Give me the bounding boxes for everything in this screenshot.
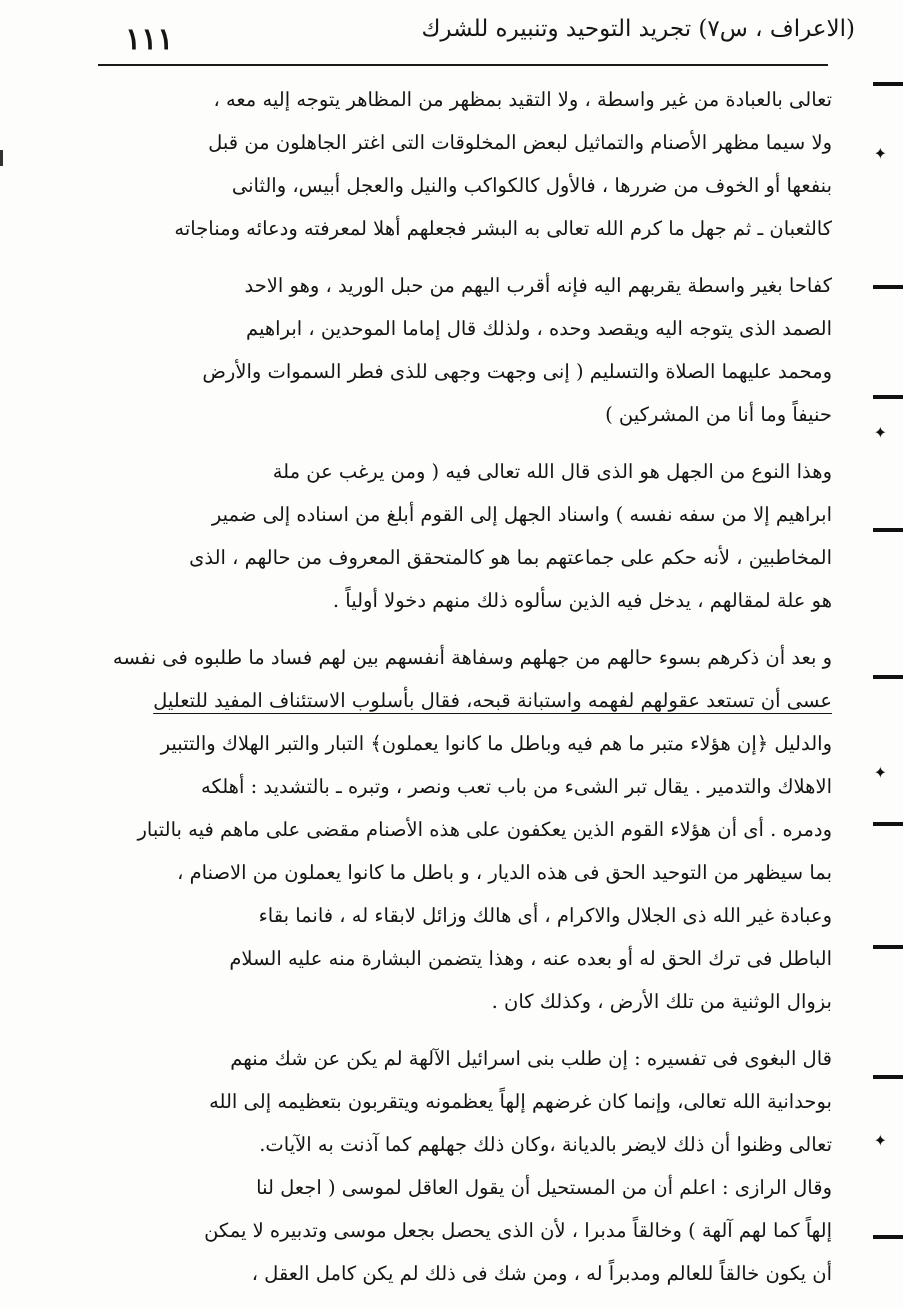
- scan-edge-mark: [873, 822, 903, 826]
- scan-edge-mark: [873, 285, 903, 289]
- scan-speck: ✦: [873, 423, 887, 442]
- text-line: الصمد الذى يتوجه اليه ويقصد وحده ، ولذلك قال إماما الموحدين ، ابراهيم: [246, 317, 832, 340]
- text-line: الاهلاك والتدمير . يقال تبر الشىء من باب تعب ونصر ، وتبره ـ بالتشديد : أهلكه: [201, 775, 832, 798]
- text-line: عسى أن تستعد عقولهم لفهمه واستبانة قبحه، فقال بأسلوب الاستئناف المفيد للتعليل: [153, 689, 832, 712]
- text-line: المخاطبين ، لأنه حكم على جماعتهم بما هو كالمتحقق المعروف من حالهم ، الذى: [189, 546, 832, 569]
- scan-edge-mark: [873, 675, 903, 679]
- scan-edge-mark: [873, 395, 903, 399]
- text-line: هو علة لمقالهم ، يدخل فيه الذين سألوه ذلك منهم دخولا أولياً .: [332, 589, 832, 612]
- text-line: الباطل فى ترك الحق له أو بعده عنه ، وهذا يتضمن البشارة منه عليه السلام: [229, 947, 832, 970]
- scan-edge-mark: [873, 528, 903, 532]
- text-line: أن يكون خالقاً للعالم ومدبراً له ، ومن شك فى ذلك لم يكن كامل العقل ،: [251, 1262, 832, 1285]
- scan-speck: ✦: [873, 763, 887, 782]
- scan-speck: ✦: [873, 1131, 887, 1150]
- text-line: تعالى وظنوا أن ذلك لايضر بالديانة ،وكان ذلك جهلهم كما آذنت به الآيات.: [259, 1133, 832, 1156]
- text-line: ولا سيما مظهر الأصنام والتماثيل لبعض المخلوقات التى اغتر الجاهلون من قبل: [208, 131, 832, 154]
- text-line: بزوال الوثنية من تلك الأرض ، وكذلك كان .: [491, 990, 832, 1013]
- page-number: ١١١: [125, 22, 174, 57]
- text-line: وهذا النوع من الجهل هو الذى قال الله تعالى فيه ( ومن يرغب عن ملة: [272, 460, 832, 483]
- text-line: ومحمد عليهما الصلاة والتسليم ( إنى وجهت وجهى للذى فطر السموات والأرض: [202, 360, 832, 383]
- text-line: ابراهيم إلا من سفه نفسه ) واسناد الجهل إلى القوم أبلغ من اسناده إلى ضمير: [211, 503, 832, 526]
- scan-edge-mark: [873, 945, 903, 949]
- text-line: والدليل ﴿إن هؤلاء متبر ما هم فيه وباطل ما كانوا يعملون﴾ التبار والتبر الهلاك والتتبير: [160, 732, 832, 755]
- page-header: [105, 12, 855, 57]
- running-title: (الاعراف ، س٧) تجريد التوحيد وتنبيره للشرك: [421, 16, 855, 42]
- header-rule: [98, 64, 828, 66]
- scan-edge-mark: [873, 82, 903, 86]
- text-line: كالثعبان ـ ثم جهل ما كرم الله تعالى به البشر فجعلهم أهلا لمعرفته ودعائه ومناجاته: [174, 217, 832, 240]
- text-line: وقال الرازى : اعلم أن من المستحيل أن يقول العاقل لموسى ( اجعل لنا: [256, 1176, 832, 1199]
- text-line: إلهاً كما لهم آلهة ) وخالقاً مدبرا ، لأن الذى يحصل بجعل موسى وتدبيره لا يمكن: [204, 1219, 832, 1242]
- text-line: قال البغوى فى تفسيره : إن طلب بنى اسرائيل الآلهة لم يكن عن شك منهم: [230, 1047, 832, 1070]
- text-line: و بعد أن ذكرهم بسوء حالهم من جهلهم وسفاهة أنفسهم بين لهم فساد ما طلبوه فى نفسه: [112, 646, 832, 669]
- scan-edge-mark: [873, 1075, 903, 1079]
- text-line: ودمره . أى أن هؤلاء القوم الذين يعكفون على هذه الأصنام مقضى على ماهم فيه بالتبار: [137, 818, 832, 841]
- scan-edge-mark: [873, 1235, 903, 1239]
- scan-speck: ✦: [873, 144, 887, 163]
- text-line: تعالى بالعبادة من غير واسطة ، ولا التقيد بمظهر من المظاهر يتوجه إليه معه ،: [213, 88, 832, 111]
- scan-left-edge: [0, 150, 3, 166]
- body-text: [96, 78, 832, 1295]
- text-line: بوحدانية الله تعالى، وإنما كان غرضهم إلهاً يعظمونه ويتقربون بتعظيمه إلى الله: [209, 1090, 832, 1113]
- text-line: كفاحا بغير واسطة يقربهم اليه فإنه أقرب اليهم من حبل الوريد ، وهو الاحد: [244, 274, 832, 297]
- text-line: بما سيظهر من التوحيد الحق فى هذه الديار ، و باطل ما كانوا يعملون من الاصنام ،: [177, 861, 832, 884]
- text-line: حنيفاً وما أنا من المشركين ): [605, 403, 832, 426]
- text-line: وعبادة غير الله ذى الجلال والاكرام ، أى هالك وزائل لابقاء له ، فانما بقاء: [258, 904, 832, 927]
- text-line: بنفعها أو الخوف من ضررها ، فالأول كالكواكب والنيل والعجل أبيس، والثانى: [231, 174, 832, 197]
